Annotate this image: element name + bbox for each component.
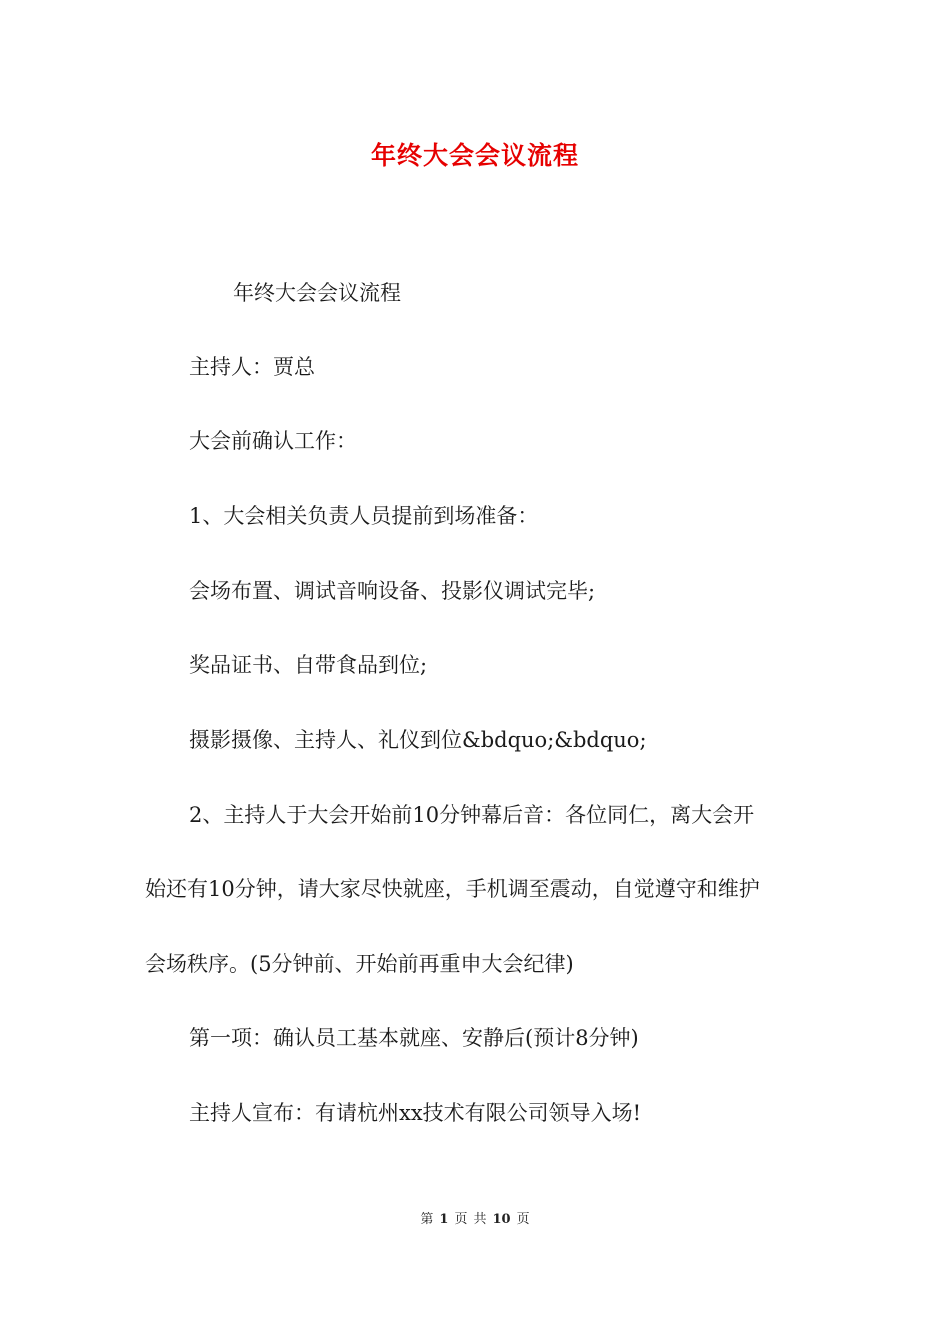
- footer-prefix: 第: [420, 1212, 434, 1227]
- body-line: 始还有10分钟，请大家尽快就座，手机调至震动，自觉遵守和维护: [145, 877, 760, 901]
- body-line: 主持人：贾总: [189, 355, 315, 379]
- body-line: 摄影摄像、主持人、礼仪到位&bdquo;&bdquo;: [189, 728, 647, 752]
- page-footer: [0, 1208, 950, 1227]
- body-line: 年终大会会议流程: [233, 281, 401, 305]
- body-line: 会场秩序。(5分钟前、开始前再重申大会纪律): [145, 952, 574, 976]
- body-line: 会场布置、调试音响设备、投影仪调试完毕;: [189, 579, 596, 603]
- footer-total-prefix: 共: [473, 1212, 487, 1227]
- footer-total-unit: 页: [516, 1212, 530, 1227]
- body-line: 1、大会相关负责人员提前到场准备：: [189, 504, 539, 528]
- body-line: 2、主持人于大会开始前10分钟幕后音：各位同仁，离大会开: [189, 803, 755, 827]
- footer-page-number: 1: [439, 1212, 449, 1227]
- body-line: 第一项：确认员工基本就座、安静后(预计8分钟): [189, 1026, 639, 1050]
- footer-page-unit: 页: [454, 1212, 468, 1227]
- body-line: 主持人宣布：有请杭州xx技术有限公司领导入场!: [189, 1101, 642, 1125]
- body-line: 大会前确认工作：: [189, 429, 357, 453]
- page-title: 年终大会会议流程: [370, 141, 579, 170]
- body-line: 奖品证书、自带食品到位;: [189, 653, 428, 677]
- footer-total-pages: 10: [492, 1212, 511, 1227]
